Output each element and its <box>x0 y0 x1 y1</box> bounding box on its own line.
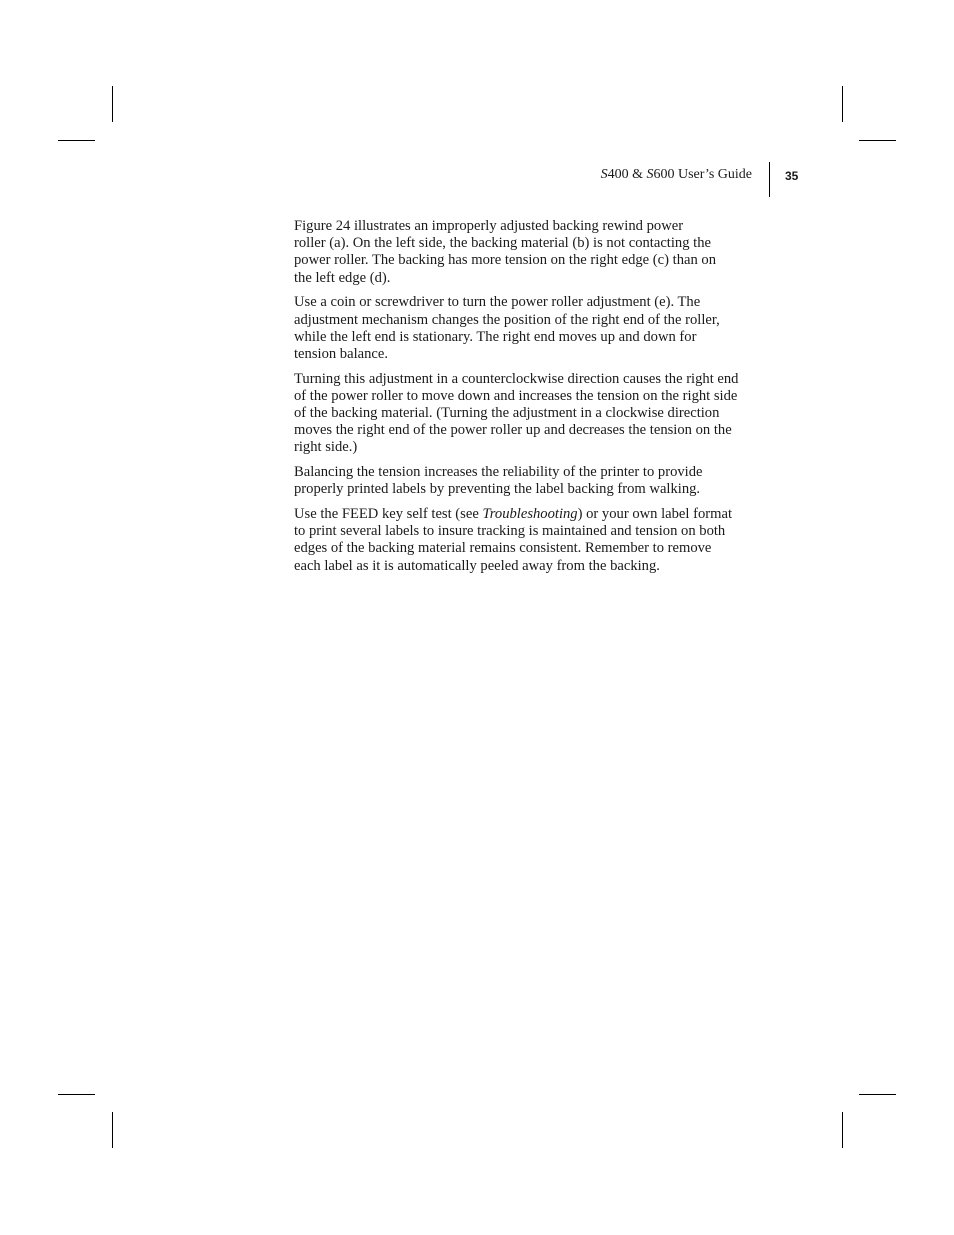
text-line: of the power roller to move down and increases the tension on the right side <box>294 387 738 404</box>
text-line: Turning this adjustment in a counterclockwise direction causes the right end <box>294 370 739 387</box>
text-run: Use the FEED key self test (see <box>294 506 483 523</box>
text-run: ) or your own label format <box>577 506 733 523</box>
header-title-part1: 400 & <box>607 167 647 182</box>
text-line: roller (a). On the left side, the backing material (b) is not contacting the <box>294 235 711 252</box>
crop-mark-top-right-horizontal <box>859 140 896 141</box>
text-line: right side.) <box>294 439 358 456</box>
text-line: to print several labels to insure tracking is maintained and tension on both <box>294 523 726 540</box>
crop-mark-top-right-vertical <box>842 86 843 122</box>
text-line: tension balance. <box>294 345 389 362</box>
crop-mark-bottom-right-vertical <box>842 1112 843 1148</box>
text-line: Use a coin or screwdriver to turn the power roller adjustment (e). The <box>294 294 701 311</box>
header-title-s2: S <box>646 167 654 182</box>
paragraph-figure-24 <box>294 218 774 287</box>
text-line: Figure 24 illustrates an improperly adjusted backing rewind power <box>294 218 684 234</box>
paragraph-adjustment <box>294 294 774 363</box>
text-line <box>294 506 774 523</box>
paragraph-feed-test <box>294 506 774 575</box>
text-line: Balancing the tension increases the reliability of the printer to provide <box>294 464 703 481</box>
text-line: while the left end is stationary. The right end moves up and down for <box>294 328 697 345</box>
text-line: edges of the backing material remains consistent. Remember to remove <box>294 540 712 557</box>
header-title-s1: S <box>600 167 608 182</box>
running-header-title <box>560 166 752 184</box>
text-line: adjustment mechanism changes the position of the right end of the roller, <box>294 311 720 328</box>
text-line: moves the right end of the power roller up and decreases the tension on the <box>294 422 732 439</box>
text-line: each label as it is automatically peeled away from the backing. <box>294 557 660 574</box>
crop-mark-bottom-left-vertical <box>112 1112 113 1148</box>
page-number: 35 <box>785 169 799 183</box>
text-line: properly printed labels by preventing the label backing from walking. <box>294 481 701 498</box>
body-text <box>294 218 774 582</box>
crop-mark-bottom-left-horizontal <box>58 1094 95 1095</box>
header-title-part2: 600 User’s Guide <box>653 167 752 182</box>
paragraph-turning <box>294 371 774 457</box>
paragraph-balancing <box>294 464 774 498</box>
crop-mark-bottom-right-horizontal <box>859 1094 896 1095</box>
text-line: power roller. The backing has more tension on the right edge (c) than on <box>294 252 717 269</box>
text-line: of the backing material. (Turning the adjustment in a clockwise direction <box>294 405 720 422</box>
troubleshooting-reference: Troubleshooting <box>482 506 578 523</box>
header-divider-rule <box>769 162 770 197</box>
crop-mark-top-left-vertical <box>112 86 113 122</box>
crop-mark-top-left-horizontal <box>58 140 95 141</box>
text-line: the left edge (d). <box>294 269 391 286</box>
